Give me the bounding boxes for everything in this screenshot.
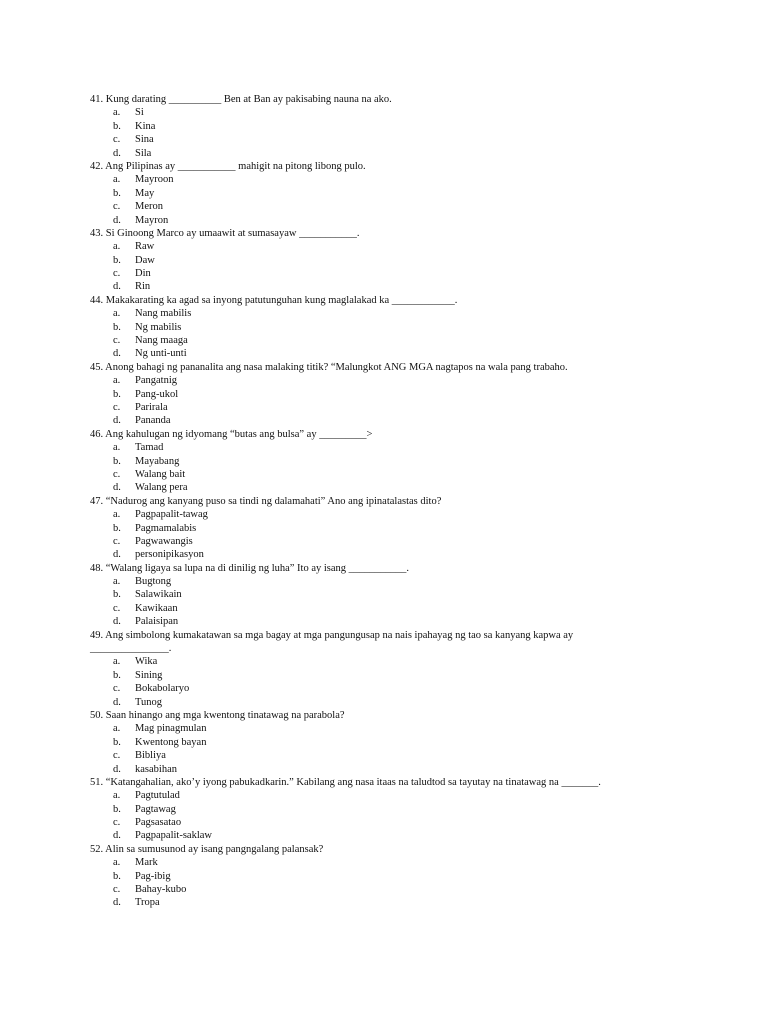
- option-letter: a.: [113, 857, 121, 869]
- option-text: Pagmamalabis: [135, 522, 197, 534]
- answer-option: [90, 696, 690, 709]
- question-item: [90, 428, 690, 495]
- answer-option: [90, 106, 690, 119]
- option-text: Salawikain: [135, 589, 182, 601]
- answer-option: [90, 187, 690, 200]
- option-text: Pananda: [135, 415, 171, 427]
- answer-option: [90, 789, 690, 802]
- option-text: Kina: [135, 120, 156, 132]
- option-letter: c.: [113, 535, 121, 547]
- option-text: Pagtutulad: [135, 790, 180, 802]
- option-letter: d.: [113, 348, 121, 360]
- option-letter: a.: [113, 174, 121, 186]
- question-item: [90, 361, 690, 428]
- option-text: Din: [135, 268, 151, 280]
- option-letter: c.: [113, 268, 121, 280]
- option-text: Raw: [135, 241, 155, 253]
- option-text: Kwentong bayan: [135, 736, 207, 748]
- option-text: Tunog: [135, 696, 163, 708]
- answer-option: [90, 722, 690, 735]
- answer-option: [90, 254, 690, 267]
- option-letter: d.: [113, 763, 121, 775]
- option-text: Daw: [135, 254, 155, 266]
- option-text: Tamad: [135, 442, 164, 454]
- answer-option: [90, 414, 690, 427]
- question-text: 44. Makakarating ka agad sa inyong patutunguhan kung maglalakad ka ____________.: [90, 294, 458, 306]
- option-text: Walang bait: [135, 468, 186, 480]
- option-letter: b.: [113, 388, 121, 400]
- answer-option: [90, 736, 690, 749]
- option-text: Palaisipan: [135, 616, 179, 628]
- option-text: Si: [135, 107, 144, 119]
- question-text-continuation: _______________.: [90, 643, 172, 655]
- question-item: [90, 495, 690, 562]
- option-text: Mark: [135, 857, 158, 869]
- answer-option: [90, 133, 690, 146]
- answer-option: [90, 280, 690, 293]
- option-letter: a.: [113, 442, 121, 454]
- answer-option: [90, 856, 690, 869]
- question-text: 50. Saan hinango ang mga kwentong tinatawag na parabola?: [90, 709, 345, 721]
- option-text: Pangatnig: [135, 375, 177, 387]
- answer-option: [90, 816, 690, 829]
- option-letter: d.: [113, 214, 121, 226]
- option-letter: d.: [113, 696, 121, 708]
- answer-option: [90, 682, 690, 695]
- answer-option: [90, 508, 690, 521]
- question-list: [90, 93, 690, 910]
- question-text: 52. Alin sa sumusunod ay isang pangngalang palansak?: [90, 843, 324, 855]
- option-text: Parirala: [135, 401, 168, 413]
- option-text: Nang mabilis: [135, 308, 192, 320]
- option-letter: c.: [113, 750, 121, 762]
- answer-option: [90, 240, 690, 253]
- option-letter: c.: [113, 401, 121, 413]
- option-letter: a.: [113, 723, 121, 735]
- option-text: Sila: [135, 147, 152, 159]
- question-item: [90, 294, 690, 361]
- option-letter: a.: [113, 308, 121, 320]
- option-text: Tropa: [135, 897, 160, 909]
- answer-option: [90, 669, 690, 682]
- answer-option: [90, 200, 690, 213]
- option-text: Bugtong: [135, 576, 172, 588]
- question-text: 42. Ang Pilipinas ay ___________ mahigit na pitong libong pulo.: [90, 160, 366, 172]
- option-letter: c.: [113, 201, 121, 213]
- option-letter: b.: [113, 254, 121, 266]
- option-text: May: [135, 187, 155, 199]
- answer-option: [90, 214, 690, 227]
- answer-option: [90, 334, 690, 347]
- option-text: Meron: [135, 201, 163, 213]
- question-item: [90, 776, 690, 843]
- question-item: [90, 709, 690, 776]
- answer-option: [90, 120, 690, 133]
- question-item: [90, 160, 690, 227]
- option-letter: d.: [113, 549, 121, 561]
- option-letter: d.: [113, 482, 121, 494]
- option-letter: d.: [113, 147, 121, 159]
- option-text: Walang pera: [135, 482, 188, 494]
- option-text: Sina: [135, 134, 154, 146]
- answer-option: [90, 321, 690, 334]
- option-text: Pagsasatao: [135, 817, 182, 829]
- answer-option: [90, 468, 690, 481]
- option-letter: b.: [113, 522, 121, 534]
- option-letter: d.: [113, 616, 121, 628]
- option-letter: d.: [113, 897, 121, 909]
- option-letter: c.: [113, 884, 121, 896]
- option-letter: a.: [113, 790, 121, 802]
- option-text: Rin: [135, 281, 151, 293]
- option-text: Ng mabilis: [135, 321, 182, 333]
- option-text: Mag pinagmulan: [135, 723, 207, 735]
- option-letter: b.: [113, 870, 121, 882]
- answer-option: [90, 307, 690, 320]
- question-text: 41. Kung darating __________ Ben at Ban ay pakisabing nauna na ako.: [90, 94, 392, 105]
- question-text: 51. “Katangahalian, ako’y iyong pabukadkarin.” Kabilang ang nasa itaas na taludtod sa tayutay na tinatawag na _______.: [90, 776, 601, 788]
- option-text: Pagwawangis: [135, 535, 193, 547]
- option-letter: c.: [113, 468, 121, 480]
- option-text: Pagpapalit-saklaw: [135, 830, 212, 842]
- option-text: Bibliya: [135, 750, 166, 762]
- answer-option: [90, 173, 690, 186]
- option-letter: a.: [113, 576, 121, 588]
- answer-option: [90, 267, 690, 280]
- option-text: Wika: [135, 656, 158, 668]
- option-letter: b.: [113, 187, 121, 199]
- option-text: Pang-ukol: [135, 388, 179, 400]
- question-text: 46. Ang kahulugan ng idyomang “butas ang bulsa” ay _________>: [90, 428, 373, 440]
- option-letter: b.: [113, 321, 121, 333]
- option-letter: d.: [113, 415, 121, 427]
- question-text: 43. Si Ginoong Marco ay umaawit at sumasayaw ___________.: [90, 227, 360, 239]
- option-letter: b.: [113, 589, 121, 601]
- option-letter: c.: [113, 134, 121, 146]
- answer-option: [90, 347, 690, 360]
- answer-option: [90, 548, 690, 561]
- answer-option: [90, 655, 690, 668]
- option-text: Nang maaga: [135, 335, 188, 347]
- answer-option: [90, 870, 690, 883]
- option-text: Pagpapalit-tawag: [135, 509, 208, 521]
- answer-option: [90, 803, 690, 816]
- option-letter: b.: [113, 669, 121, 681]
- question-item: [90, 562, 690, 629]
- option-letter: a.: [113, 241, 121, 253]
- option-text: Pagtawag: [135, 803, 176, 815]
- option-text: Sining: [135, 669, 163, 681]
- option-letter: c.: [113, 817, 121, 829]
- answer-option: [90, 829, 690, 842]
- question-item: [90, 629, 690, 709]
- option-letter: c.: [113, 602, 121, 614]
- answer-option: [90, 535, 690, 548]
- option-text: kasabihan: [135, 763, 177, 775]
- option-text: Kawikaan: [135, 602, 178, 614]
- option-text: Ng unti-unti: [135, 348, 187, 360]
- option-letter: c.: [113, 335, 121, 347]
- answer-option: [90, 522, 690, 535]
- answer-option: [90, 374, 690, 387]
- answer-option: [90, 147, 690, 160]
- option-text: Bahay-kubo: [135, 884, 187, 896]
- answer-option: [90, 883, 690, 896]
- answer-option: [90, 441, 690, 454]
- answer-option: [90, 401, 690, 414]
- option-text: Pag-ibig: [135, 870, 171, 882]
- option-letter: b.: [113, 736, 121, 748]
- option-text: Mayron: [135, 214, 169, 226]
- option-text: Bokabolaryo: [135, 683, 190, 695]
- option-text: Mayabang: [135, 455, 180, 467]
- question-text: 45. Anong bahagi ng pananalita ang nasa malaking titik? “Malungkot ANG MGA nagtapos na wala pang trabaho.: [90, 361, 568, 373]
- option-letter: a.: [113, 656, 121, 668]
- option-letter: b.: [113, 455, 121, 467]
- answer-option: [90, 749, 690, 762]
- question-text: 47. “Nadurog ang kanyang puso sa tindi ng dalamahati” Ano ang ipinatalastas dito?: [90, 495, 442, 507]
- answer-option: [90, 481, 690, 494]
- option-letter: a.: [113, 107, 121, 119]
- answer-option: [90, 588, 690, 601]
- question-item: [90, 93, 690, 160]
- option-letter: b.: [113, 803, 121, 815]
- question-text: 48. “Walang ligaya sa lupa na di dinilig ng luha” Ito ay isang ___________.: [90, 562, 410, 574]
- answer-option: [90, 615, 690, 628]
- question-item: [90, 843, 690, 910]
- answer-option: [90, 602, 690, 615]
- option-letter: d.: [113, 830, 121, 842]
- option-text: Mayroon: [135, 174, 174, 186]
- option-letter: d.: [113, 281, 121, 293]
- answer-option: [90, 575, 690, 588]
- answer-option: [90, 763, 690, 776]
- option-letter: a.: [113, 509, 121, 521]
- answer-option: [90, 388, 690, 401]
- option-text: personipikasyon: [135, 549, 204, 561]
- question-item: [90, 227, 690, 294]
- answer-option: [90, 455, 690, 468]
- answer-option: [90, 896, 690, 909]
- option-letter: b.: [113, 120, 121, 132]
- option-letter: c.: [113, 683, 121, 695]
- question-text: 49. Ang simbolong kumakatawan sa mga bagay at mga pangungusap na nais ipahayag ng tao sa kanyang kapwa ay: [90, 629, 574, 641]
- option-letter: a.: [113, 375, 121, 387]
